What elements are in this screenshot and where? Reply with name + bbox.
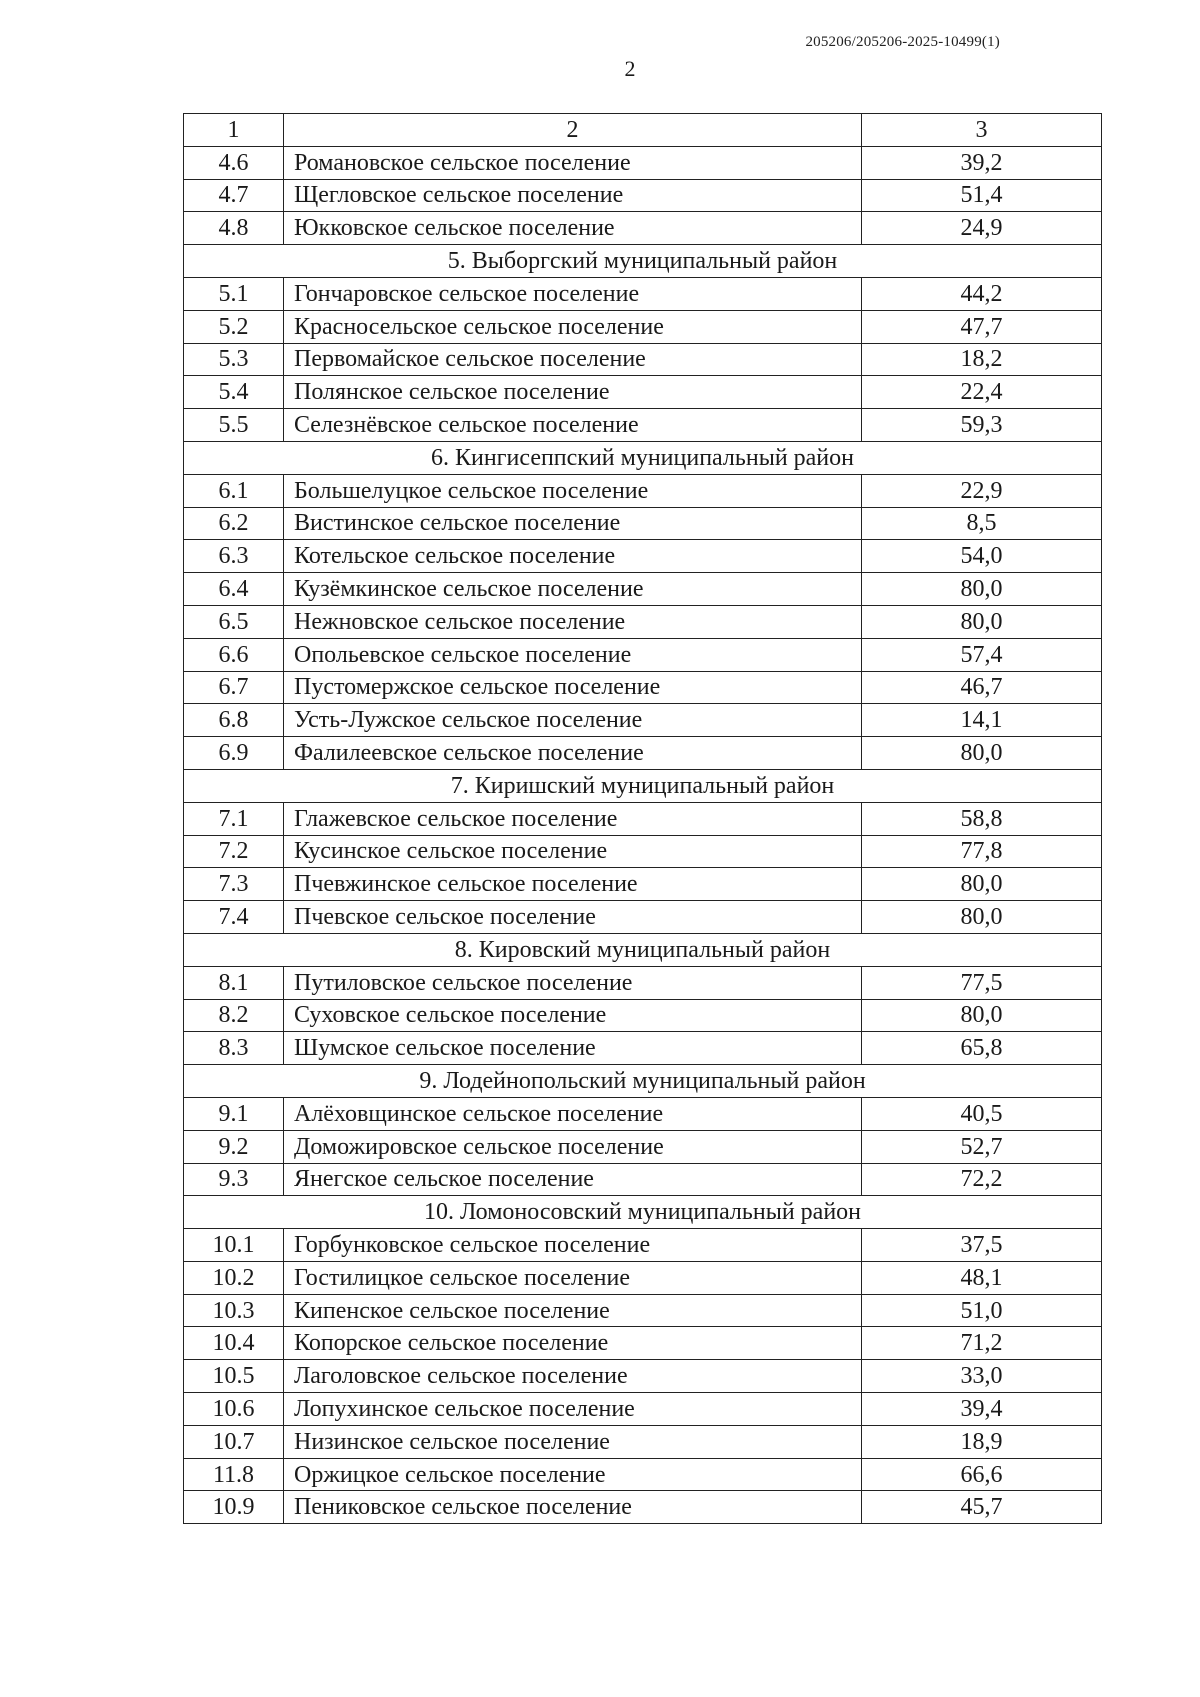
settlement-name: Глажевское сельское поселение <box>284 802 862 835</box>
row-value: 33,0 <box>862 1360 1102 1393</box>
row-number: 9.3 <box>184 1163 284 1196</box>
header-cell-1: 1 <box>184 114 284 147</box>
row-value: 57,4 <box>862 638 1102 671</box>
row-value: 51,4 <box>862 179 1102 212</box>
row-number: 5.3 <box>184 343 284 376</box>
row-number: 5.4 <box>184 376 284 409</box>
settlement-name: Пениковское сельское поселение <box>284 1491 862 1524</box>
row-number: 10.5 <box>184 1360 284 1393</box>
row-value: 39,2 <box>862 146 1102 179</box>
settlement-name: Кузёмкинское сельское поселение <box>284 573 862 606</box>
row-number: 6.1 <box>184 474 284 507</box>
settlement-name: Юкковское сельское поселение <box>284 212 862 245</box>
table-row <box>184 1327 1102 1360</box>
table-row <box>184 1163 1102 1196</box>
row-number: 6.3 <box>184 540 284 573</box>
row-value: 24,9 <box>862 212 1102 245</box>
row-number: 6.7 <box>184 671 284 704</box>
row-number: 6.6 <box>184 638 284 671</box>
settlement-name: Усть-Лужское сельское поселение <box>284 704 862 737</box>
settlement-name: Суховское сельское поселение <box>284 999 862 1032</box>
table-row <box>184 540 1102 573</box>
settlement-name: Оржицкое сельское поселение <box>284 1458 862 1491</box>
settlement-name: Кусинское сельское поселение <box>284 835 862 868</box>
row-value: 18,9 <box>862 1425 1102 1458</box>
settlement-name: Нежновское сельское поселение <box>284 605 862 638</box>
settlement-name: Лопухинское сельское поселение <box>284 1393 862 1426</box>
settlement-name: Романовское сельское поселение <box>284 146 862 179</box>
table-row <box>184 1360 1102 1393</box>
settlement-name: Фалилеевское сельское поселение <box>284 737 862 770</box>
row-value: 52,7 <box>862 1130 1102 1163</box>
row-value: 22,4 <box>862 376 1102 409</box>
settlement-name: Лаголовское сельское поселение <box>284 1360 862 1393</box>
settlement-name: Копорское сельское поселение <box>284 1327 862 1360</box>
table-row <box>184 573 1102 606</box>
row-value: 77,5 <box>862 966 1102 999</box>
row-number: 8.2 <box>184 999 284 1032</box>
table-header-row <box>184 114 1102 147</box>
row-value: 44,2 <box>862 277 1102 310</box>
section-title: 9. Лодейнопольский муниципальный район <box>184 1065 1102 1098</box>
table-body <box>184 114 1102 1524</box>
row-value: 39,4 <box>862 1393 1102 1426</box>
row-number: 7.1 <box>184 802 284 835</box>
settlement-name: Опольевское сельское поселение <box>284 638 862 671</box>
row-value: 46,7 <box>862 671 1102 704</box>
row-number: 7.4 <box>184 901 284 934</box>
table-row <box>184 966 1102 999</box>
table-row <box>184 409 1102 442</box>
table-row <box>184 802 1102 835</box>
document-id: 205206/205206-2025-10499(1) <box>805 34 1000 50</box>
settlement-name: Красносельское сельское поселение <box>284 310 862 343</box>
row-value: 14,1 <box>862 704 1102 737</box>
section-row <box>184 1196 1102 1229</box>
settlement-name: Полянское сельское поселение <box>284 376 862 409</box>
table-row <box>184 1425 1102 1458</box>
row-number: 9.1 <box>184 1097 284 1130</box>
settlement-name: Пчевжинское сельское поселение <box>284 868 862 901</box>
row-number: 11.8 <box>184 1458 284 1491</box>
row-value: 71,2 <box>862 1327 1102 1360</box>
table-row <box>184 1294 1102 1327</box>
settlement-name: Первомайское сельское поселение <box>284 343 862 376</box>
table-row <box>184 507 1102 540</box>
row-value: 54,0 <box>862 540 1102 573</box>
table-row <box>184 671 1102 704</box>
table-row <box>184 1261 1102 1294</box>
row-number: 10.7 <box>184 1425 284 1458</box>
table-row <box>184 638 1102 671</box>
row-number: 10.2 <box>184 1261 284 1294</box>
table-row <box>184 1491 1102 1524</box>
row-number: 5.1 <box>184 277 284 310</box>
settlement-name: Шумское сельское поселение <box>284 1032 862 1065</box>
section-title: 5. Выборгский муниципальный район <box>184 245 1102 278</box>
table-row <box>184 901 1102 934</box>
settlement-name: Селезнёвское сельское поселение <box>284 409 862 442</box>
table-row <box>184 868 1102 901</box>
section-title: 8. Кировский муниципальный район <box>184 933 1102 966</box>
row-value: 80,0 <box>862 605 1102 638</box>
table-row <box>184 146 1102 179</box>
table-row <box>184 474 1102 507</box>
settlement-name: Большелуцкое сельское поселение <box>284 474 862 507</box>
row-value: 18,2 <box>862 343 1102 376</box>
settlement-name: Пустомержское сельское поселение <box>284 671 862 704</box>
table-row <box>184 1229 1102 1262</box>
section-title: 10. Ломоносовский муниципальный район <box>184 1196 1102 1229</box>
table-row <box>184 343 1102 376</box>
row-value: 72,2 <box>862 1163 1102 1196</box>
row-number: 8.1 <box>184 966 284 999</box>
row-number: 10.9 <box>184 1491 284 1524</box>
settlement-name: Низинское сельское поселение <box>284 1425 862 1458</box>
settlement-name: Котельское сельское поселение <box>284 540 862 573</box>
row-number: 4.7 <box>184 179 284 212</box>
row-number: 6.2 <box>184 507 284 540</box>
row-number: 7.3 <box>184 868 284 901</box>
section-title: 6. Кингисеппский муниципальный район <box>184 441 1102 474</box>
table-row <box>184 704 1102 737</box>
row-value: 37,5 <box>862 1229 1102 1262</box>
row-number: 10.4 <box>184 1327 284 1360</box>
settlement-name: Кипенское сельское поселение <box>284 1294 862 1327</box>
row-value: 48,1 <box>862 1261 1102 1294</box>
row-value: 66,6 <box>862 1458 1102 1491</box>
row-value: 45,7 <box>862 1491 1102 1524</box>
table-row <box>184 376 1102 409</box>
row-value: 47,7 <box>862 310 1102 343</box>
row-value: 40,5 <box>862 1097 1102 1130</box>
row-value: 80,0 <box>862 901 1102 934</box>
table-row <box>184 737 1102 770</box>
row-value: 80,0 <box>862 868 1102 901</box>
table-row <box>184 999 1102 1032</box>
table-row <box>184 179 1102 212</box>
section-row <box>184 933 1102 966</box>
settlement-name: Путиловское сельское поселение <box>284 966 862 999</box>
settlement-name: Янегское сельское поселение <box>284 1163 862 1196</box>
row-number: 10.3 <box>184 1294 284 1327</box>
settlement-name: Горбунковское сельское поселение <box>284 1229 862 1262</box>
table-row <box>184 310 1102 343</box>
settlement-name: Гостилицкое сельское поселение <box>284 1261 862 1294</box>
row-value: 8,5 <box>862 507 1102 540</box>
table-row <box>184 1130 1102 1163</box>
row-number: 5.5 <box>184 409 284 442</box>
section-row <box>184 1065 1102 1098</box>
row-number: 10.1 <box>184 1229 284 1262</box>
table-row <box>184 1458 1102 1491</box>
row-value: 59,3 <box>862 409 1102 442</box>
settlement-name: Гончаровское сельское поселение <box>284 277 862 310</box>
section-row <box>184 441 1102 474</box>
row-value: 80,0 <box>862 573 1102 606</box>
settlement-name: Пчевское сельское поселение <box>284 901 862 934</box>
settlements-table-container <box>183 113 1101 1524</box>
table-row <box>184 1032 1102 1065</box>
table-row <box>184 1393 1102 1426</box>
section-row <box>184 769 1102 802</box>
table-row <box>184 277 1102 310</box>
table-row <box>184 212 1102 245</box>
row-value: 22,9 <box>862 474 1102 507</box>
settlement-name: Алёховщинское сельское поселение <box>284 1097 862 1130</box>
row-value: 80,0 <box>862 737 1102 770</box>
section-title: 7. Киришский муниципальный район <box>184 769 1102 802</box>
row-value: 51,0 <box>862 1294 1102 1327</box>
settlements-table <box>183 113 1102 1524</box>
table-row <box>184 605 1102 638</box>
row-number: 4.8 <box>184 212 284 245</box>
row-value: 65,8 <box>862 1032 1102 1065</box>
page-number: 2 <box>624 56 636 81</box>
settlement-name: Доможировское сельское поселение <box>284 1130 862 1163</box>
row-number: 10.6 <box>184 1393 284 1426</box>
row-value: 58,8 <box>862 802 1102 835</box>
row-number: 6.5 <box>184 605 284 638</box>
row-number: 6.8 <box>184 704 284 737</box>
table-row <box>184 835 1102 868</box>
row-value: 77,8 <box>862 835 1102 868</box>
row-number: 5.2 <box>184 310 284 343</box>
section-row <box>184 245 1102 278</box>
settlement-name: Щегловское сельское поселение <box>284 179 862 212</box>
table-row <box>184 1097 1102 1130</box>
row-number: 9.2 <box>184 1130 284 1163</box>
header-cell-3: 3 <box>862 114 1102 147</box>
row-number: 6.4 <box>184 573 284 606</box>
settlement-name: Вистинское сельское поселение <box>284 507 862 540</box>
row-value: 80,0 <box>862 999 1102 1032</box>
row-number: 7.2 <box>184 835 284 868</box>
header-cell-2: 2 <box>284 114 862 147</box>
row-number: 4.6 <box>184 146 284 179</box>
row-number: 8.3 <box>184 1032 284 1065</box>
row-number: 6.9 <box>184 737 284 770</box>
